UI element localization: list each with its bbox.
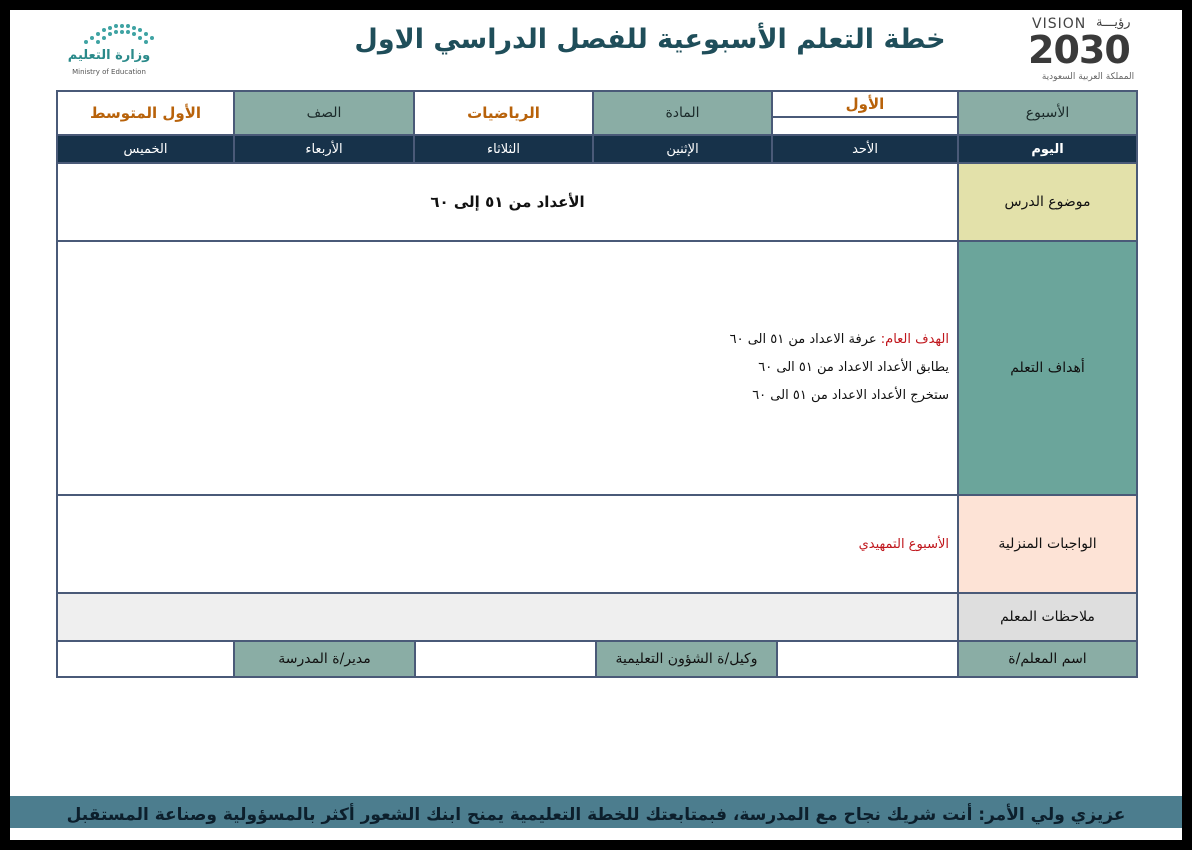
grade-value-cell [58,92,233,134]
objective-match: يطابق الأعداد الاعداد من ٥١ الى ٦٠ [758,360,949,375]
parent-message: عزيزي ولي الأمر: أنت شريك نجاح مع المدرسة، فبمتابعتك للخطة التعليمية يمنح ابنك الشعور أكثر بالمسؤولية وصناعة المستقبل [66,805,1126,825]
deputy-name-field[interactable] [416,642,595,676]
principal-label: مدير/ة المدرسة [235,642,414,676]
homework-label: الواجبات المنزلية [959,496,1136,592]
day-sunday: الأحد [773,136,957,162]
subject-value: الرياضيات [467,104,540,122]
objectives-label: أهداف التعلم [959,242,1136,494]
week-value-extra[interactable] [773,118,957,134]
objective-general-label: الهدف العام: [880,332,949,347]
objective-extract: ستخرج الأعداد الاعداد من ٥١ الى ٦٠ [752,388,949,403]
vision-year: 2030 [1028,28,1130,72]
plan-page [10,10,1182,840]
principal-name-field[interactable] [58,642,233,676]
homework-value: الأسبوع التمهيدي [858,536,949,552]
lesson-topic-value: الأعداد من ٥١ إلى ٦٠ [58,164,957,240]
ministry-logo [54,20,164,82]
page-title: خطة التعلم الأسبوعية للفصل الدراسي الاول [354,24,946,55]
plan-table [56,90,1138,678]
lesson-topic-label: موضوع الدرس [959,164,1136,240]
homework-cell [58,496,957,592]
objective-general [730,326,949,354]
ministry-name-ar: وزارة التعليم [67,48,151,63]
parent-message-banner [10,796,1182,828]
vision-2030-logo [1028,16,1148,86]
day-monday: الإثنين [594,136,771,162]
vision-label-ar: رؤيـــة [1096,15,1131,30]
day-wednesday: الأربعاء [235,136,413,162]
objective-general-text: عرفة الاعداد من ٥١ الى ٦٠ [729,332,881,347]
subject-value-cell [415,92,592,134]
grade-label: الصف [235,92,413,134]
objectives-content [58,242,957,494]
teacher-notes-field[interactable] [58,594,957,640]
teacher-name-label: اسم المعلم/ة [959,642,1136,676]
week-value-cell [773,92,957,116]
kingdom-name: المملكة العربية السعودية [1041,72,1135,82]
day-thursday: الخميس [58,136,233,162]
teacher-notes-label: ملاحظات المعلم [959,594,1136,640]
vision-label: VISION [1032,16,1087,32]
week-value: الأول [845,95,885,113]
teacher-name-field[interactable] [778,642,957,676]
subject-label: المادة [594,92,771,134]
deputy-label: وكيل/ة الشؤون التعليمية [597,642,776,676]
ministry-dots-icon [82,22,162,48]
ministry-name-en: Ministry of Education [72,68,146,76]
day-label: اليوم [959,136,1136,162]
grade-value: الأول المتوسط [89,104,202,122]
week-label: الأسبوع [959,92,1136,134]
day-tuesday: الثلاثاء [415,136,592,162]
